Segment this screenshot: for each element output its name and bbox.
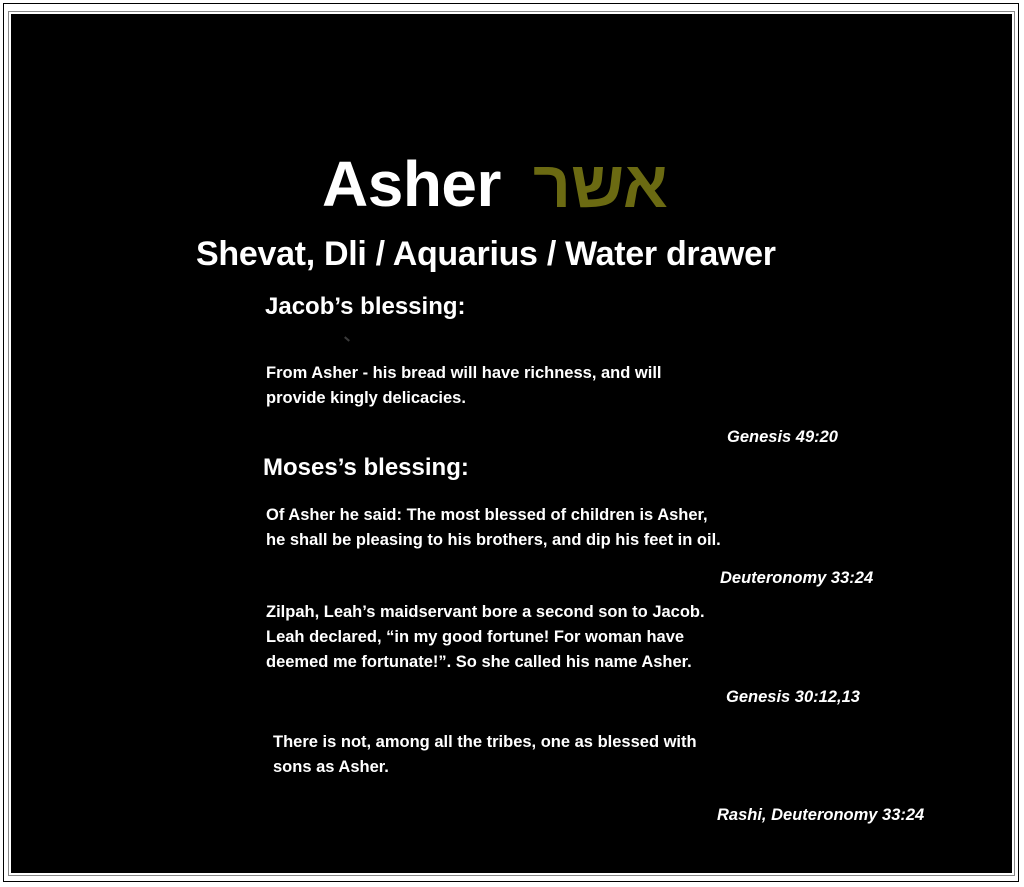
moses-blessing-citation: Deuteronomy 33:24 <box>720 569 874 587</box>
decorative-speck <box>344 336 350 341</box>
rashi-text <box>273 730 697 780</box>
zilpah-text <box>266 600 705 675</box>
text-line: sons as Asher. <box>273 758 389 776</box>
text-line: Leah declared, “in my good fortune! For woman have <box>266 628 685 646</box>
text-line: deemed me fortunate!”. So she called his name Asher. <box>266 653 692 671</box>
text-line: There is not, among all the tribes, one as blessed with <box>273 733 697 751</box>
jacob-blessing-heading: Jacob’s blessing: <box>265 293 466 320</box>
moses-blessing-heading: Moses’s blessing: <box>263 454 469 481</box>
rashi-citation: Rashi, Deuteronomy 33:24 <box>717 806 925 824</box>
text-line: provide kingly delicacies. <box>266 389 466 407</box>
title-hebrew: אשר <box>533 147 668 221</box>
text-line: he shall be pleasing to his brothers, and dip his feet in oil. <box>266 531 721 549</box>
zilpah-citation: Genesis 30:12,13 <box>726 688 860 706</box>
text-line: Zilpah, Leah’s maidservant bore a second son to Jacob. <box>266 603 705 621</box>
subtitle: Shevat, Dli / Aquarius / Water drawer <box>196 235 776 273</box>
text-line: Of Asher he said: The most blessed of children is Asher, <box>266 506 708 524</box>
jacob-blessing-text <box>266 361 662 411</box>
text-line: From Asher - his bread will have richness, and will <box>266 364 662 382</box>
black-panel <box>11 14 1012 873</box>
title-english: Asher <box>322 148 501 220</box>
moses-blessing-text <box>266 503 721 553</box>
jacob-blessing-citation: Genesis 49:20 <box>727 428 838 446</box>
